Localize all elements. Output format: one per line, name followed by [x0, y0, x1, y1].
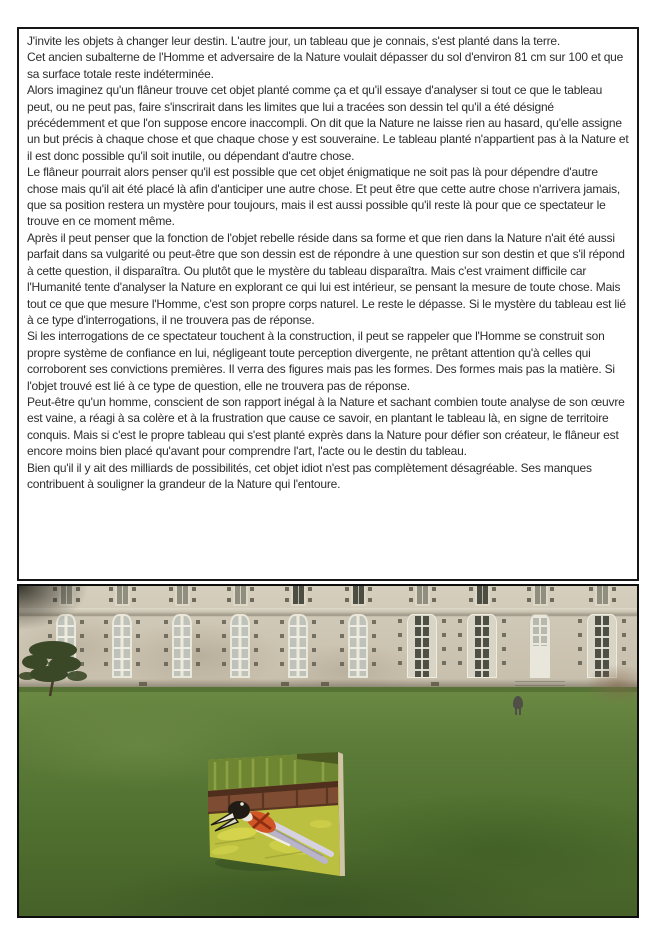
french-window	[172, 614, 192, 678]
upper-window	[351, 584, 366, 606]
upper-window	[533, 584, 548, 606]
bare-bush	[585, 664, 639, 706]
paragraph: Cet ancien subalterne de l'Homme et adversaire de la Nature voulait dépasser du sol d'environ 81 cm sur 100 et que sa surface totale reste indéterminée.	[27, 50, 624, 81]
tree-canopy	[19, 641, 87, 682]
shuttered-window	[407, 614, 437, 678]
tree-trunk	[50, 680, 53, 696]
door-pane	[533, 618, 547, 646]
entrance-door	[529, 614, 551, 680]
upper-window	[595, 584, 610, 606]
chateau-photo	[17, 584, 639, 918]
chateau-facade	[19, 586, 637, 687]
paragraph: Bien qu'il il y ait des milliards de possibilités, cet objet idiot n'est pas complètement désagréable. Ses manques contribuent à souligner la grandeur de la Nature qui l'entoure.	[27, 460, 592, 491]
window-glass	[475, 616, 489, 677]
french-window	[230, 614, 250, 678]
shuttered-window	[467, 614, 497, 678]
paragraph: J'invite les objets à changer leur destin. L'autre jour, un tableau que je connais, s'est planté dans la terre.	[27, 34, 561, 48]
french-window	[288, 614, 308, 678]
french-window	[348, 614, 368, 678]
small-dog	[513, 696, 523, 709]
upper-window	[291, 584, 306, 606]
wall-base-shadow	[19, 679, 637, 687]
upper-window	[415, 584, 430, 606]
dark-foliage-corner	[19, 586, 91, 632]
upper-window	[115, 584, 130, 606]
window-glass	[415, 616, 429, 677]
planted-painting	[205, 750, 347, 882]
essay-text-block	[17, 27, 639, 581]
french-window	[112, 614, 132, 678]
upper-window	[475, 584, 490, 606]
paragraph: Après il peut penser que la fonction de l'objet rebelle réside dans sa forme et que rien dans la Nature n'ait été aussi parfait dans sa vulgarité ou peut-être que son dessin est de répondre à une question sur son destin et que s'il répond à cette question, il disparaîtra. Ou plutôt que le mystère du tableau disparaîtra. Mais c'est vraiment difficile car l'Humanité tente d'analyser la Nature en explorant ce qui lui est intérieur, se pensant la mesure de toute chose. Mais tout ce que que mesure l'Homme, c'est son propre corps naturel. Le reste le dépasse. Si le mystère du tableau est lié à ce type d'interrogations, il ne trouvera pas de réponse.	[27, 230, 626, 327]
figure-eye	[240, 802, 244, 806]
paragraph: Le flâneur pourrait alors penser qu'il est possible que cet objet énigmatique ne soit pas là pour dépendre d'autre chose mais qu'il ait été placé là afin d'anticiper une autre chose. Et peut être que cette autre chose n'arrivera jamais, que sa position restera un mystère pour toujours, mais il est aussi possible qu'il reste là pour que ce spectateur le trouve en ce moment même.	[27, 165, 621, 229]
topiary-tree	[19, 636, 99, 702]
upper-window	[233, 584, 248, 606]
paragraph: Peut-être qu'un homme, conscient de son rapport inégal à la Nature et sachant combien toute analyse de son œuvre est vaine, a réagi à sa colère et à la frustration que cause ce savoir, en plantant le tableau là, en signe de territoire conquis. Mais si c'est le propre tableau qui s'est planté exprès dans la Nature pour défier son créateur, le flâneur est encore moins bien placé qu'avant pour comprendre l'art, l'acte ou le destin du tableau.	[27, 394, 625, 459]
paragraph: Si les interrogations de ce spectateur touchent à la construction, il peut se rappeler que l'Homme se construit son propre système de confiance en lui, négligeant toute perception divergente, ne prêtant attention qu'à celles qui corroborent ses convictions premières. Il verra des figures mais pas les formes. Des formes mais pas la matière. Si l'objet trouvé est lié à ce type de question, elle ne trouvera pas de réponse.	[27, 329, 615, 393]
upper-window	[175, 584, 190, 606]
paragraph: Alors imaginez qu'un flâneur trouve cet objet planté comme ça et qu'il essaye d'analyser si tout ce que le tableau peut, ou ne peut pas, faire s'inscrirait dans les limites que lui a tracées son dessin tel qu'il a été désigné précédemment et que l'on suppose encore inaccompli. On dit que la Nature ne laisse rien au hasard, qu'elle assigne un but précis à chaque chose et que chaque chose y est souveraine. Le tableau planté n'appartient pas à la Nature et il est donc possible qu'il soit inutile, ou dépendant d'autre chose.	[27, 83, 629, 163]
